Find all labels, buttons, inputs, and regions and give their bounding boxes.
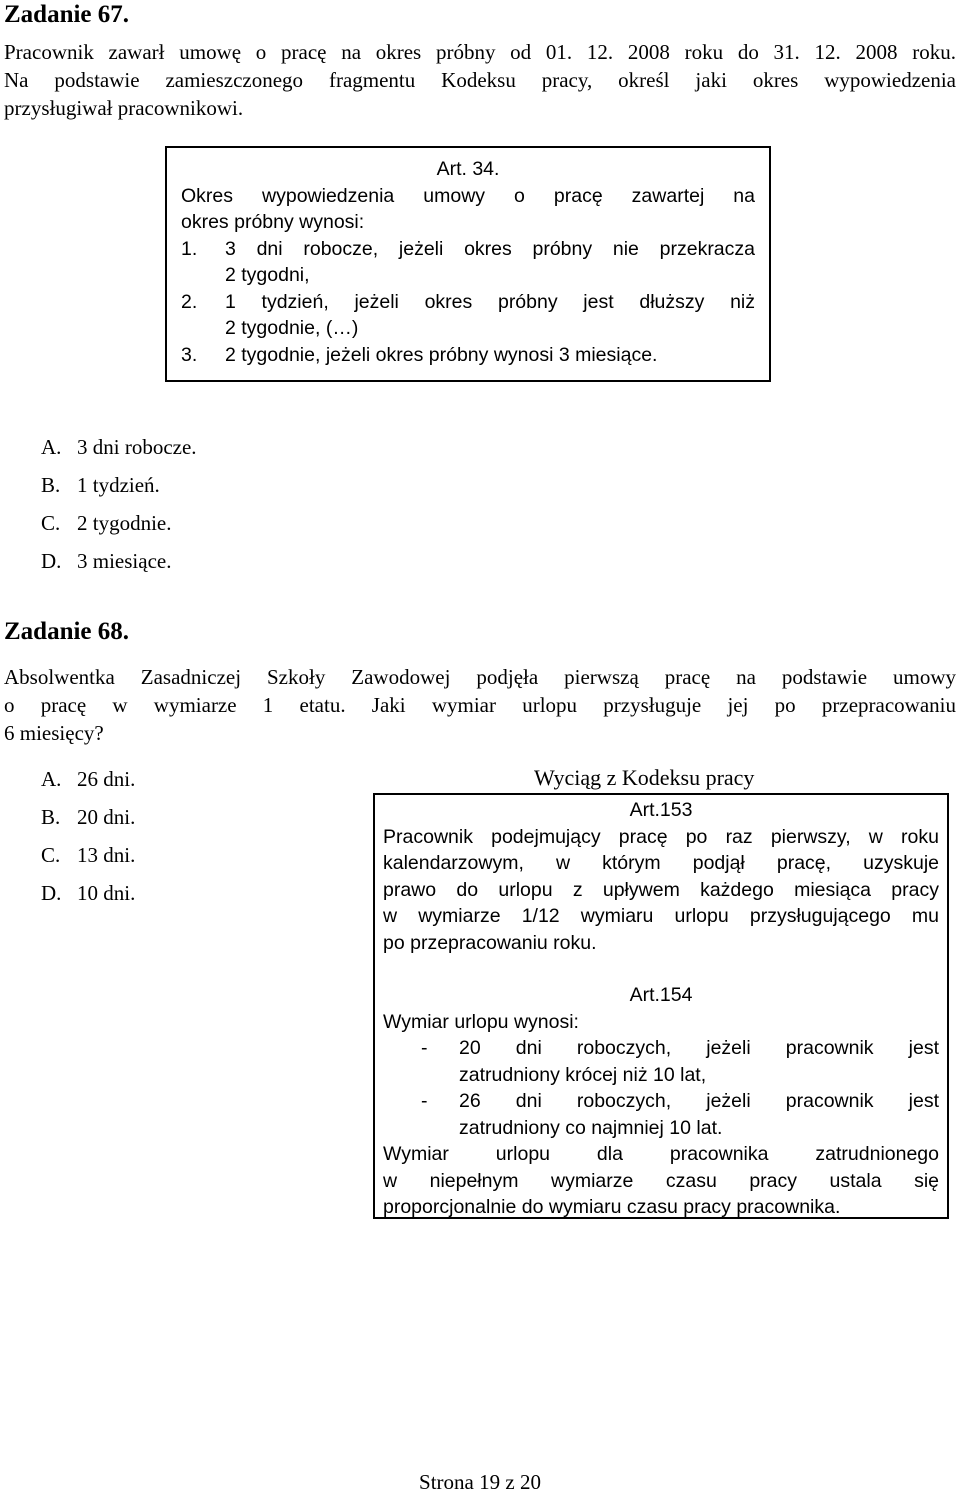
task67-title: Zadanie 67. [4,1,130,28]
art153-line: Pracownik podejmujący pracę po raz pierwszy, w roku [383,825,939,848]
art34-item-line: 2 tygodnie, (…) [225,317,359,339]
task67-option-c[interactable] [41,504,197,542]
art34-lead-line: okres próbny wynosi: [181,211,365,233]
art34-item-line: 2 tygodnie, jeżeli okres próbny wynosi 3 miesiące. [225,343,658,366]
art154-tail-line: proporcjonalnie do wymiaru czasu pracy pracownika. [383,1196,841,1218]
option-text: 10 dni. [77,881,136,905]
option-text: 1 tydzień. [77,473,160,497]
art154-tail-line: w niepełnym wymiarze czasu pracy ustala się [383,1169,939,1192]
task67-option-a[interactable] [41,428,197,466]
art34-item-number: 1. [181,237,198,260]
art154-item-line: zatrudniony co najmniej 10 lat. [459,1116,723,1139]
art34-item-line: 3 dni robocze, jeżeli okres próbny nie przekracza [225,237,755,260]
task68-options [41,760,135,912]
art154-item-dash: - [421,1037,428,1059]
art154-item-line: zatrudniony krócej niż 10 lat, [459,1063,707,1086]
art153-line: w wymiarze 1/12 wymiaru urlopu przysługującego mu [383,905,939,927]
option-letter: C. [41,843,61,867]
task68-option-c[interactable] [41,836,135,874]
art34-item-line: 2 tygodni, [225,264,310,286]
art34-heading: Art. 34. [436,158,500,180]
art34-item-2 [181,289,755,342]
task67-intro [4,38,956,122]
page-number-footer: Strona 19 z 20 [419,1470,541,1494]
kodeks-art34-box [165,146,771,382]
task68-title: Zadanie 68. [4,618,130,645]
option-letter: A. [41,767,62,791]
option-letter: C. [41,511,61,535]
option-text: 2 tygodnie. [77,511,172,535]
option-text: 13 dni. [77,843,136,867]
art153-line: kalendarzowym, w którym podjął pracę, uzyskuje [383,852,939,874]
option-text: 3 dni robocze. [77,435,197,459]
option-letter: B. [41,473,61,497]
art34-item-line: 1 tydzień, jeżeli okres próbny jest dłuższy niż [225,290,755,313]
art154-tail-line: Wymiar urlopu dla pracownika zatrudnionego [383,1143,939,1165]
option-letter: D. [41,881,62,905]
art153-line: po przepracowaniu roku. [383,931,597,954]
art34-lead-line: Okres wypowiedzenia umowy o pracę zawartej na [181,184,755,207]
art154-lead: Wymiar urlopu wynosi: [383,1010,579,1033]
task68-intro [4,663,956,747]
art154-item-2 [383,1088,939,1141]
art34-item-1 [181,236,755,289]
task68-intro-line: o pracę w wymiarze 1 etatu. Jaki wymiar urlopu przysługuje jej po przepracowaniu [4,693,956,717]
option-letter: A. [41,435,62,459]
task67-options [41,428,197,580]
art154-item-line: 20 dni roboczych, jeżeli pracownik jest [459,1037,939,1059]
option-text: 3 miesiące. [77,549,172,573]
task68-option-a[interactable] [41,760,135,798]
task68-option-b[interactable] [41,798,135,836]
option-letter: B. [41,805,61,829]
art153-heading: Art.153 [629,799,693,821]
task67-option-d[interactable] [41,542,197,580]
art154-heading: Art.154 [629,984,693,1006]
option-text: 26 dni. [77,767,136,791]
art154-item-dash: - [421,1090,428,1112]
option-letter: D. [41,549,62,573]
task67-option-b[interactable] [41,466,197,504]
task67-intro-line: Pracownik zawarł umowę o pracę na okres próbny od 01. 12. 2008 roku do 31. 12. 2008 roku. [4,40,956,64]
art34-item-number: 3. [181,343,198,366]
art153-line: prawo do urlopu z upływem każdego miesiąca pracy [383,878,939,901]
art154-item-line: 26 dni roboczych, jeżeli pracownik jest [459,1090,939,1112]
task67-intro-line: Na podstawie zamieszczonego fragmentu Kodeksu pracy, określ jaki okres wypowiedzenia [4,68,956,92]
option-text: 20 dni. [77,805,136,829]
task68-intro-line: 6 miesięcy? [4,721,104,745]
task68-intro-line: Absolwentka Zasadniczej Szkoły Zawodowej podjęła pierwszą pracę na podstawie umowy [4,665,956,689]
art34-item-3 [181,342,755,369]
art34-item-number: 2. [181,290,198,313]
task67-intro-line: przysługiwał pracownikowi. [4,96,244,120]
art154-item-1 [383,1035,939,1088]
kodeks-caption: Wyciąg z Kodeksu pracy [534,765,755,790]
task68-option-d[interactable] [41,874,135,912]
kodeks-art153-154-box [373,793,949,1219]
